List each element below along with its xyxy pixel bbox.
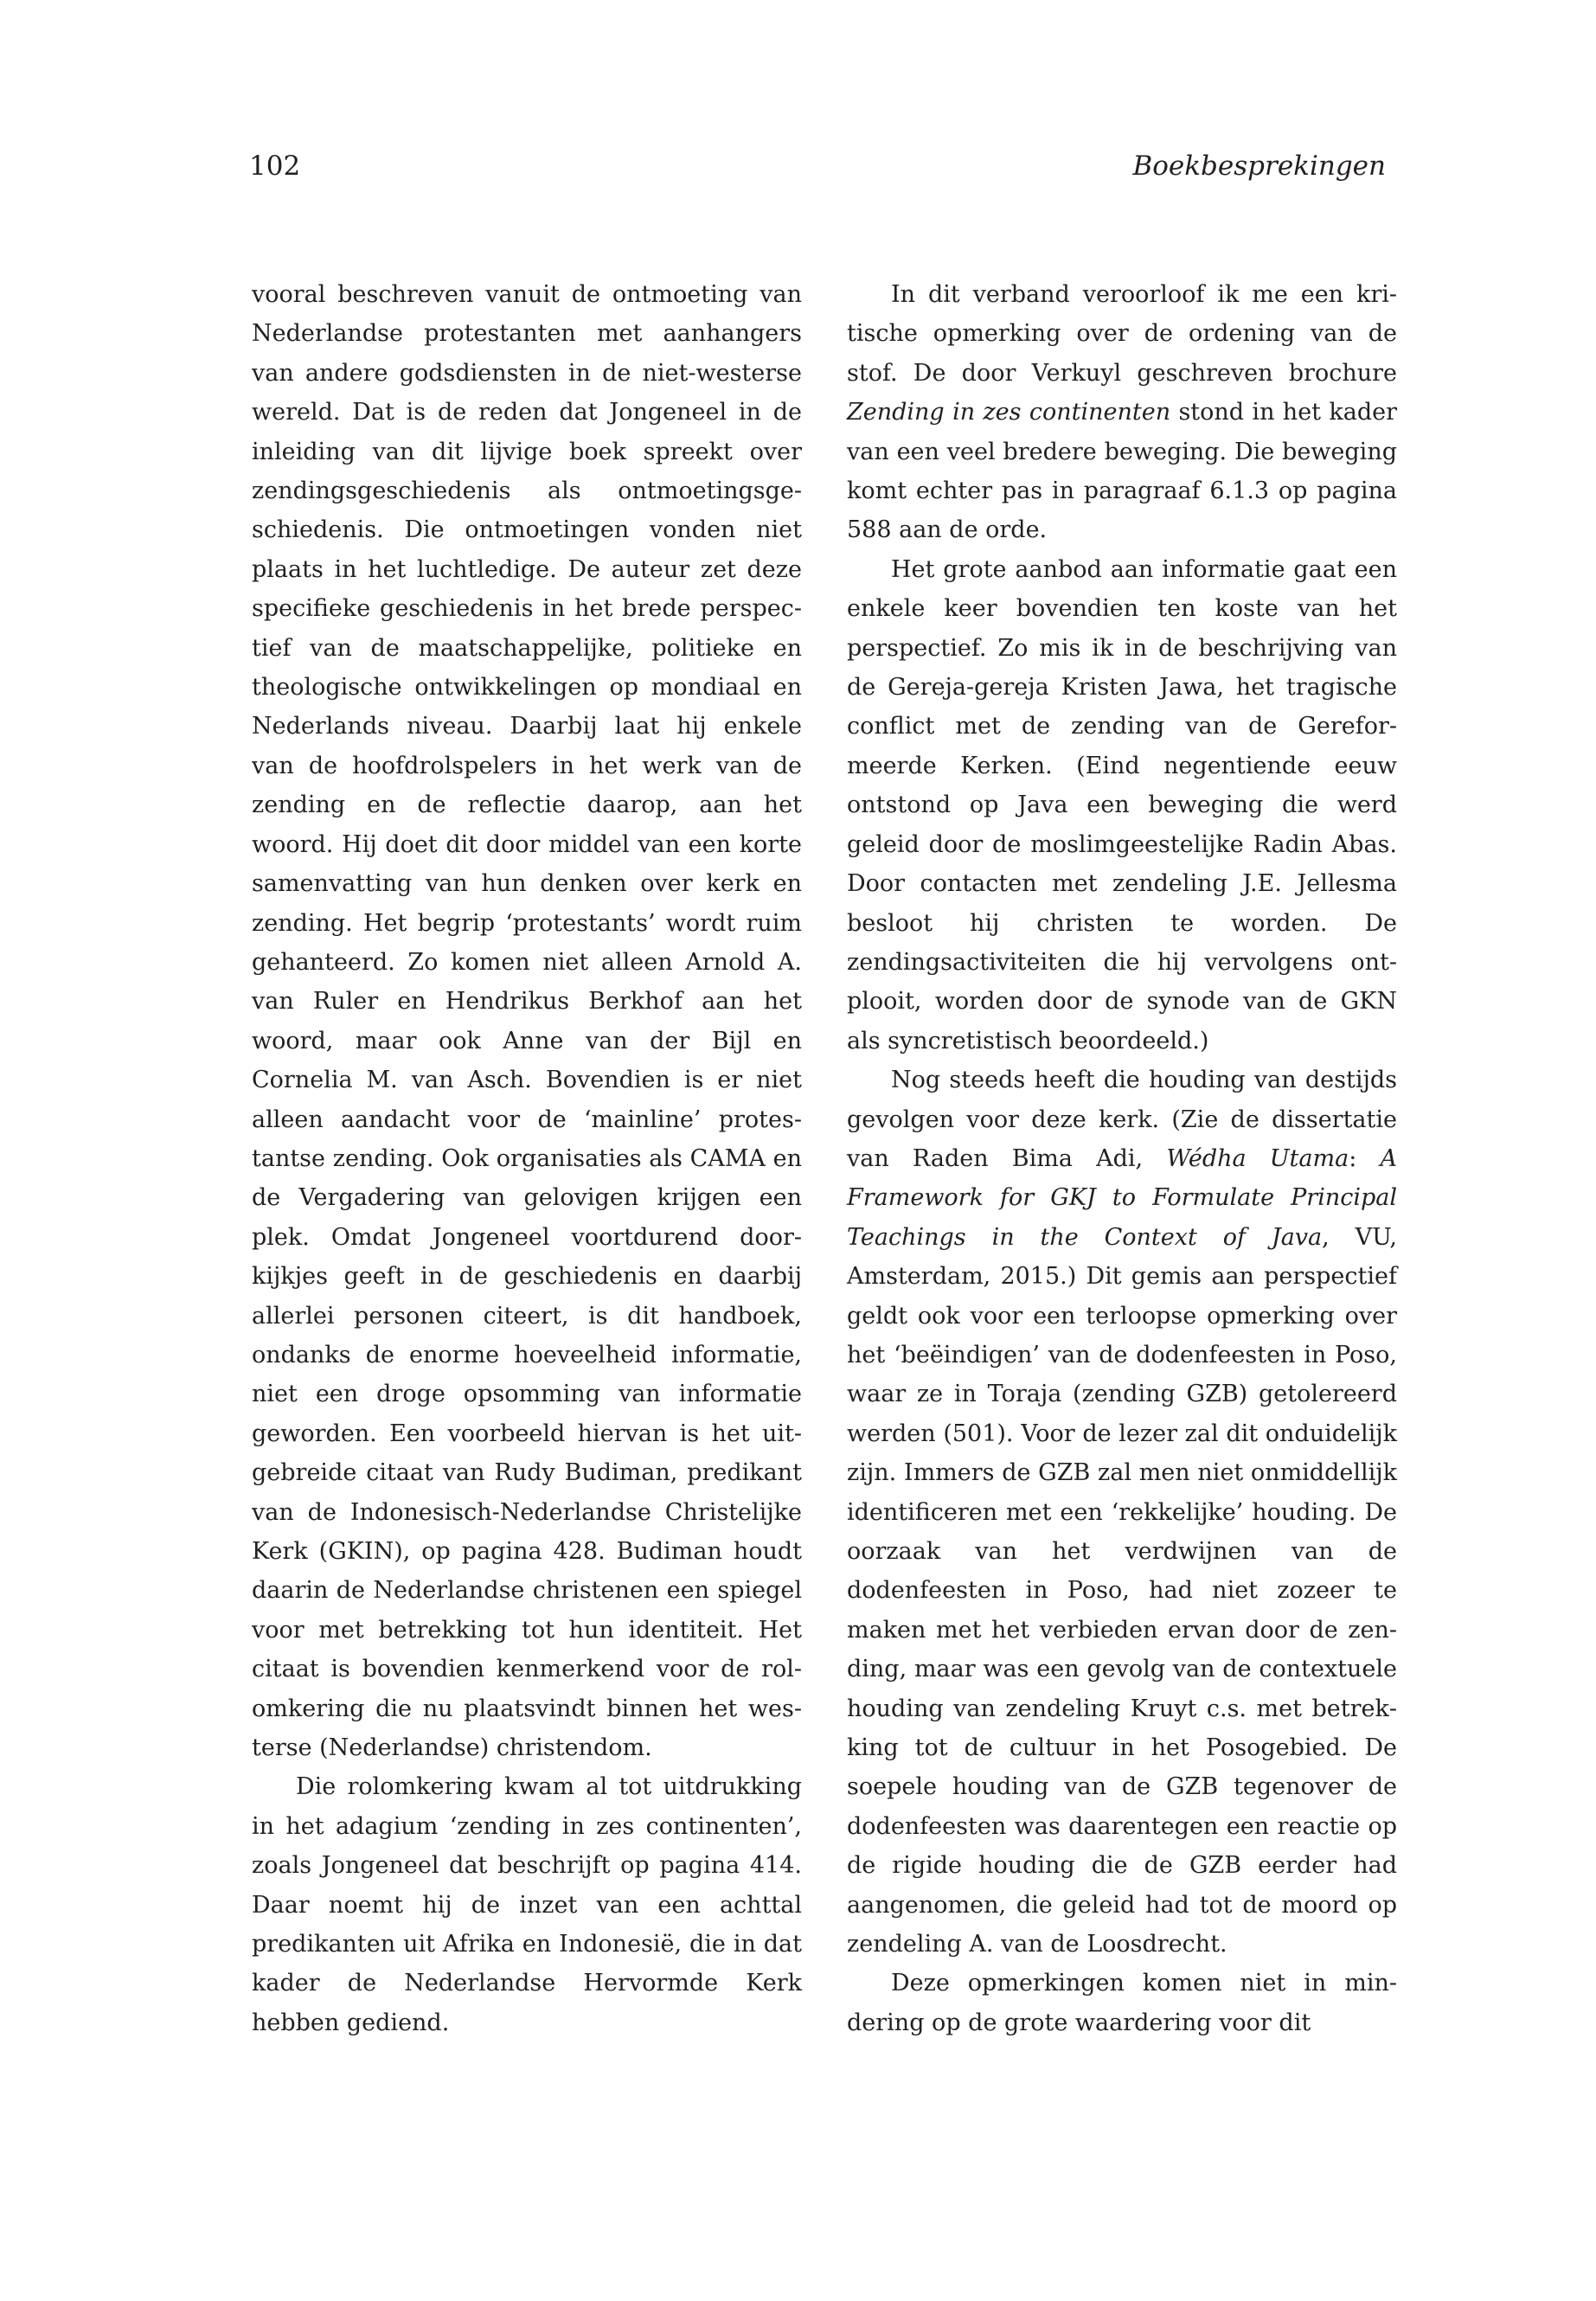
paragraph: Het grote aanbod aan informatie gaat een enkele keer bovendien ten koste van het perspectief. Zo mis ik in de beschrijving van de Gereja-gereja Kristen Jawa, het tragische conflict met de zending van de Gereformeerde Kerken. (Eind negentiende eeuw ontstond op Java een beweging die werd geleid door de moslimgeestelijke Radin Abas. Door contacten met zendeling J.E. Jellesma besloot hij christen te worden. De zendingsactiviteiten die hij vervolgens ontplooit, worden door de synode van de GKN als syncretistisch beoordeeld.) bbox=[847, 555, 1397, 1054]
text-run: Nog steeds heeft die houding van destijds gevolgen voor deze kerk. (Zie de dissertatie van Raden Bima Adi, bbox=[847, 1067, 1397, 1172]
book-title: Wédha Utama bbox=[1166, 1144, 1349, 1172]
book-subtitle: A Framework for GKJ to Formulate Principal Teachings in the Context of Java bbox=[847, 1144, 1397, 1251]
text-run: stond in het kader van een veel bredere beweging. Die beweging komt echter pas in paragraaf 6.1.3 op pagina 588 aan de orde. bbox=[847, 399, 1397, 544]
page-header bbox=[0, 145, 1596, 187]
text-run: : bbox=[1349, 1144, 1381, 1172]
running-head: Boekbesprekingen bbox=[1132, 151, 1386, 182]
paragraph: vooral beschreven vanuit de ontmoeting van Nederlandse protestanten met aanhangers van andere godsdiensten in de niet-westerse wereld. Dat is de reden dat Jongeneel in de inleiding van dit lijvige boek spreekt over zendingsgeschiedenis als ontmoetingsgeschiedenis. Die ontmoetingen vonden niet plaats in het luchtledige. De auteur zet deze specifieke geschiedenis in het brede perspectief van de maatschappelijke, politieke en theologische ontwikkelingen op mondiaal en Nederlands niveau. Daarbij laat hij enkele van de hoofdrolspelers in het werk van de zending en de reflectie daarop, aan het woord. Hij doet dit door middel van een korte samenvatting van hun denken over kerk en zending. Het begrip ‘protestants’ wordt ruim gehanteerd. Zo komen niet alleen Arnold A. van Ruler en Hendrikus Berkhof aan het woord, maar ook Anne van der Bijl en Cornelia M. van Asch. Bovendien is er niet alleen aandacht voor de ‘mainline’ protestantse zending. Ook organisaties als CAMA en de Vergadering van gelovigen krijgen een plek. Omdat Jongeneel voortdurend doorkijkjes geeft in de geschiedenis en daarbij allerlei personen citeert, is dit handboek, ondanks de enorme hoeveelheid informatie, niet een droge opsomming van informatie geworden. Een voorbeeld hiervan is het uitgebreide citaat van Rudy Budiman, predikant van de Indonesisch-Nederlandse Christelijke Kerk (GKIN), op pagina 428. Budiman houdt daarin de Nederlandse christenen een spiegel voor met betrekking tot hun identiteit. Het citaat is bovendien kenmerkend voor de rolomkering die nu plaatsvindt binnen het westerse (Nederlandse) christendom. bbox=[252, 281, 802, 1762]
book-title: Zending in zes continenten bbox=[847, 399, 1171, 426]
paragraph bbox=[847, 275, 1397, 550]
page-number: 102 bbox=[249, 151, 301, 182]
paragraph: Die rolomkering kwam al tot uitdrukking in het adagium ‘zending in zes continenten’, zoals Jongeneel dat beschrijft op pagina 414. Daar noemt hij de inzet van een achttal predikanten uit Afrika en Indonesië, die in dat kader de Nederlandse Hervormde Kerk hebben gediend. bbox=[252, 1773, 802, 2036]
text-run: , VU, Amsterdam, 2015.) Dit gemis aan perspectief geldt ook voor een terloopse opmerking over het ‘beëindigen’ van de dodenfeesten in Poso, waar ze in Toraja (zending GZB) getolereerd werden (501). Voor de lezer zal dit onduidelijk zijn. Immers de GZB zal men niet onmiddellijk identificeren met een ‘rekkelijke’ houding. De oorzaak van het verdwijnen van de dodenfeesten in Poso, had niet zozeer te maken met het verbieden ervan door de zending, maar was een gevolg van de contextuele houding van zendeling Kruyt c.s. met betrekking tot de cultuur in het Posogebied. De soepele houding van de GZB tegenover de dodenfeesten was daarentegen een reactie op de rigide houding die de GZB eerder had aangenomen, die geleid had tot de moord op zendeling A. van de Loosdrecht. bbox=[847, 1223, 1397, 1958]
left-column bbox=[252, 275, 802, 2042]
text-run: In dit verband veroorloof ik me een kritische opmerking over de ordening van de stof. De door Verkuyl geschreven brochure bbox=[847, 281, 1397, 387]
right-column bbox=[847, 275, 1397, 2042]
paragraph bbox=[847, 1061, 1397, 1964]
paragraph: Deze opmerkingen komen niet in mindering op de grote waardering voor dit bbox=[847, 1970, 1397, 2036]
